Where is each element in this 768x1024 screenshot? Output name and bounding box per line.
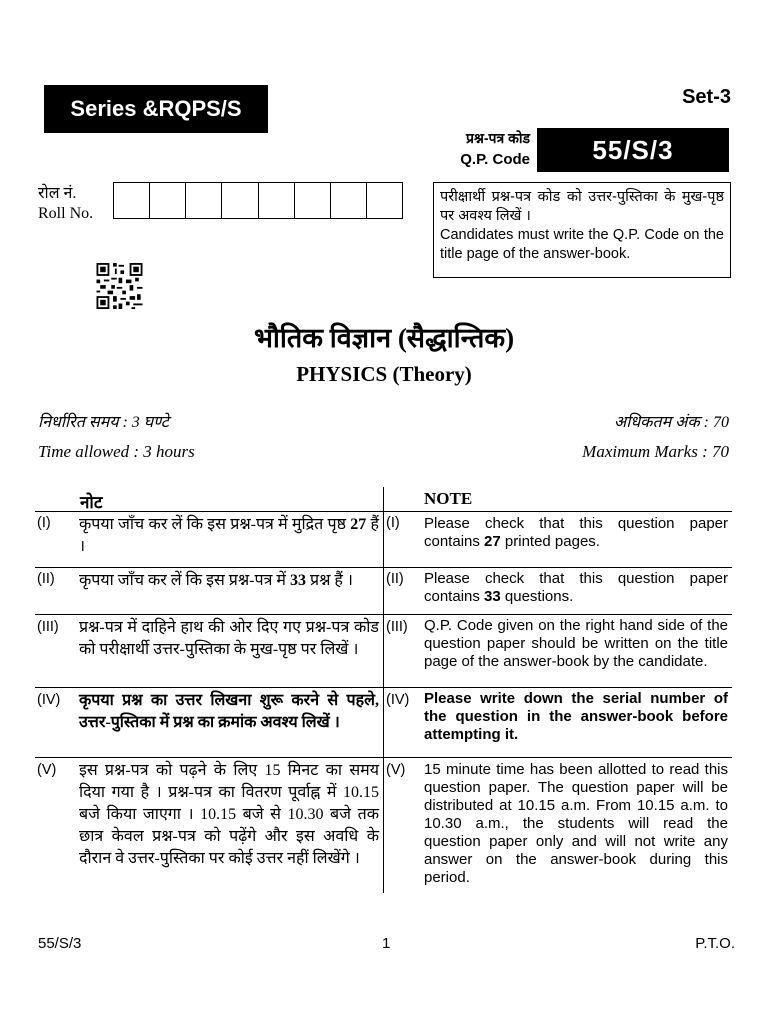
roll-number-label-hindi: रोल नं. xyxy=(38,185,77,202)
time-allowed-hindi: निर्धारित समय : 3 घण्टे xyxy=(38,414,169,431)
note-number: (IV) xyxy=(37,692,61,708)
roll-number-cell xyxy=(367,183,402,218)
instruction-english: Candidates must write the Q.P. Code on the title page of the answer-book. xyxy=(440,227,724,262)
roll-number-label: Roll No. xyxy=(38,205,94,222)
time-allowed: Time allowed : 3 hours xyxy=(38,442,195,461)
notes-row-divider xyxy=(35,567,732,568)
note-text-hindi: प्रश्न-पत्र में दाहिने हाथ की ओर दिए गए प्रश्न-पत्र कोड को परीक्षार्थी उत्तर-पुस्तिका के मुख-पृष्ठ पर लिखें । xyxy=(79,619,379,658)
roll-number-cell xyxy=(150,183,186,218)
note-number: (III) xyxy=(386,619,408,635)
maximum-marks: Maximum Marks : 70 xyxy=(582,442,729,461)
note-text: Please check that this question paper contains 33 questions. xyxy=(424,570,728,605)
notes-row-divider xyxy=(35,614,732,615)
note-number: (V) xyxy=(37,762,57,778)
roll-number-cell xyxy=(331,183,367,218)
maximum-marks-hindi: अधिकतम अंक : 70 xyxy=(613,414,729,431)
series-label: Series &RQPS/S xyxy=(44,85,268,133)
roll-number-cell xyxy=(259,183,295,218)
please-turn-over-label: P.T.O. xyxy=(695,935,735,952)
note-number: (II) xyxy=(37,571,55,587)
note-text: Please write down the serial number of the question in the answer-book before attempting it. xyxy=(424,690,728,743)
note-number: (I) xyxy=(37,515,51,531)
page-number: 1 xyxy=(382,935,391,952)
notes-column-divider xyxy=(383,487,384,893)
note-text-hindi: कृपया जाँच कर लें कि इस प्रश्न-पत्र में 33 प्रश्न हैं । xyxy=(79,572,353,589)
roll-number-cell xyxy=(114,183,150,218)
note-number: (I) xyxy=(386,515,400,531)
note-text: Q.P. Code given on the right hand side of the question paper should be written on the title page of the answer-book by the candidate. xyxy=(424,617,728,670)
note-text: 15 minute time has been allotted to read this question paper. The question paper will be distributed at 10.15 a.m. From 10.15 a.m. to 10.30 a.m., the students will read the question paper only and will not write any answer on the answer-book during this period. xyxy=(424,761,728,886)
subject-title-hindi: भौतिक विज्ञान (सैद्धान्तिक) xyxy=(253,323,515,353)
note-text-hindi: इस प्रश्न-पत्र को पढ़ने के लिए 15 मिनट का समय दिया गया है । प्रश्न-पत्र का वितरण पूर्वाह्न में 10.15 बजे किया जाएगा । 10.15 बजे से 10.30 बजे तक छात्र केवल प्रश्न-पत्र को पढ़ेंगे और इस अवधि के दौरान वे उत्तर-पुस्तिका पर कोई उत्तर नहीं लिखेंगे । xyxy=(79,762,379,867)
qp-code-label-hindi: प्रश्न-पत्र कोड xyxy=(466,130,530,146)
subject-title: PHYSICS (Theory) xyxy=(296,362,472,386)
note-number: (III) xyxy=(37,619,59,635)
note-number: (II) xyxy=(386,571,404,587)
roll-number-cell xyxy=(222,183,258,218)
notes-row-divider xyxy=(35,511,732,512)
roll-number-cell xyxy=(186,183,222,218)
roll-number-cell xyxy=(295,183,331,218)
notes-heading-hindi: नोट xyxy=(80,493,103,512)
note-text-hindi: कृपया जाँच कर लें कि इस प्रश्न-पत्र में मुद्रित पृष्ठ 27 हैं । xyxy=(79,516,379,555)
notes-row-divider xyxy=(35,757,732,758)
qp-code-value: 55/S/3 xyxy=(537,128,729,172)
set-label: Set-3 xyxy=(682,86,731,108)
footer-qp-code: 55/S/3 xyxy=(38,935,82,952)
qp-code-label: Q.P. Code xyxy=(460,151,530,168)
roll-number-grid xyxy=(113,182,403,219)
note-number: (IV) xyxy=(386,692,410,708)
candidate-instruction-box xyxy=(433,182,731,278)
qr-code-icon xyxy=(95,263,144,309)
notes-row-divider xyxy=(35,687,732,688)
note-number: (V) xyxy=(386,762,406,778)
note-text-hindi: कृपया प्रश्न का उत्तर लिखना शुरू करने से पहले, उत्तर-पुस्तिका में प्रश्न का क्रमांक अवश्य लिखें । xyxy=(79,692,379,731)
note-text: Please check that this question paper contains 27 printed pages. xyxy=(424,515,728,550)
notes-heading: NOTE xyxy=(424,489,473,508)
instruction-hindi: परीक्षार्थी प्रश्न-पत्र कोड को उत्तर-पुस्तिका के मुख-पृष्ठ पर अवश्य लिखें । xyxy=(440,189,724,224)
